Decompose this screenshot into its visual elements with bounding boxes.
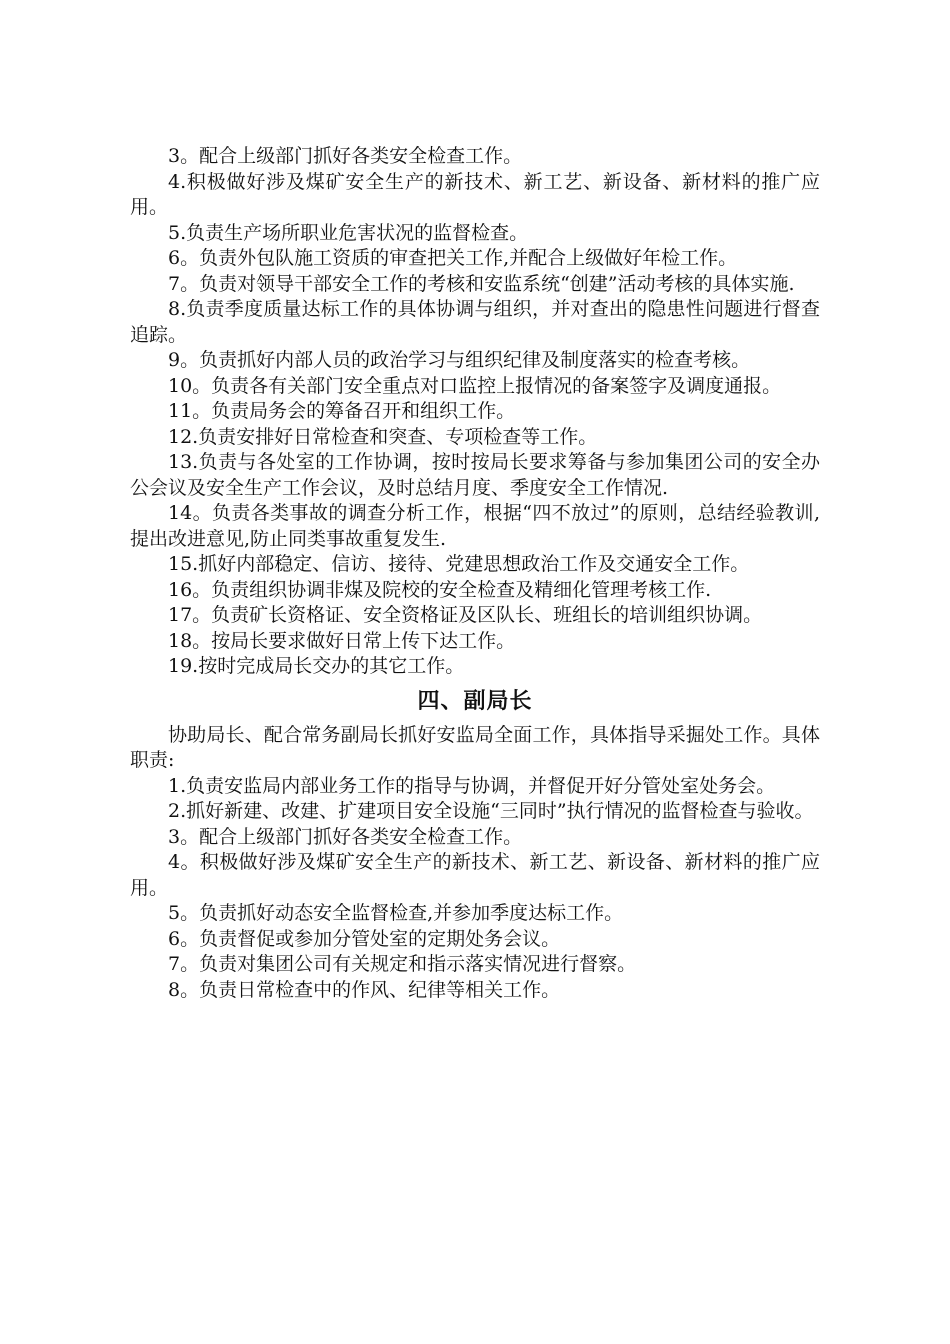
- duty-item-3-10: 10。负责各有关部门安全重点对口监控上报情况的备案签字及调度通报。: [168, 374, 782, 397]
- duty-item-3-7: 7。负责对领导干部安全工作的考核和安监系统“创建”活动考核的具体实施.: [168, 272, 795, 295]
- duty-item-3-15: 15.抓好内部稳定、信访、接待、党建思想政治工作及交通安全工作。: [168, 553, 750, 575]
- duty-item-3-12: 12.负责安排好日常检查和突查、专项检查等工作。: [168, 425, 598, 448]
- duty-item-3-19: 19.按时完成局长交办的其它工作。: [168, 655, 465, 677]
- duty-item-4-7: 7。负责对集团公司有关规定和指示落实情况进行督察。: [168, 953, 637, 975]
- duty-item-3-11: 11。负责局务会的筹备召开和组织工作。: [168, 400, 516, 422]
- duty-item-3-17: 17。负责矿长资格证、安全资格证及区队长、班组长的培训组织协调。: [168, 604, 763, 626]
- duty-item-3-14: 14。负责各类事故的调查分析工作，根据“四不放过”的原则，总结经验教训,提出改进意见,防止同类事故重复发生.: [130, 502, 820, 550]
- document-page: [130, 144, 820, 1003]
- duty-item-4-5: 5。负责抓好动态安全监督检查,并参加季度达标工作。: [168, 902, 624, 924]
- duty-item-4-2: 2.抓好新建、改建、扩建项目安全设施“三同时”执行情况的监督检查与验收。: [168, 800, 814, 822]
- duty-item-3-8: 8.负责季度质量达标工作的具体协调与组织，并对查出的隐患性问题进行督查追踪。: [130, 298, 820, 346]
- duty-item-4-3: 3。配合上级部门抓好各类安全检查工作。: [168, 825, 523, 848]
- duty-item-4-1: 1.负责安监局内部业务工作的指导与协调，并督促开好分管处室处务会。: [168, 774, 776, 797]
- duty-item-4-8: 8。负责日常检查中的作风、纪律等相关工作。: [168, 978, 561, 1001]
- section-heading-deputy-director: 四、副局长: [417, 687, 533, 714]
- duty-item-4-6: 6。负责督促或参加分管处室的定期处务会议。: [168, 927, 561, 950]
- duty-item-3-18: 18。按局长要求做好日常上传下达工作。: [168, 629, 516, 652]
- duty-item-3-4: 4.积极做好涉及煤矿安全生产的新技术、新工艺、新设备、新材料的推广应用。: [130, 170, 820, 218]
- section-intro: 协助局长、配合常务副局长抓好安监局全面工作，具体指导采掘处工作。具体职责:: [130, 723, 820, 771]
- duty-item-3-13: 13.负责与各处室的工作协调，按时按局长要求筹备与参加集团公司的安全办公会议及安全生产工作会议，及时总结月度、季度安全工作情况.: [130, 451, 820, 499]
- duty-item-4-4: 4。积极做好涉及煤矿安全生产的新技术、新工艺、新设备、新材料的推广应用。: [130, 851, 820, 899]
- duty-item-3-5: 5.负责生产场所职业危害状况的监督检查。: [168, 221, 529, 244]
- duty-item-3-6: 6。负责外包队施工资质的审查把关工作,并配合上级做好年检工作。: [168, 247, 738, 269]
- duty-item-3-16: 16。负责组织协调非煤及院校的安全检查及精细化管理考核工作.: [168, 578, 712, 601]
- duty-item-3-9: 9。负责抓好内部人员的政治学习与组织纪律及制度落实的检查考核。: [168, 349, 751, 371]
- duty-item-3-3: 3。配合上级部门抓好各类安全检查工作。: [168, 145, 523, 167]
